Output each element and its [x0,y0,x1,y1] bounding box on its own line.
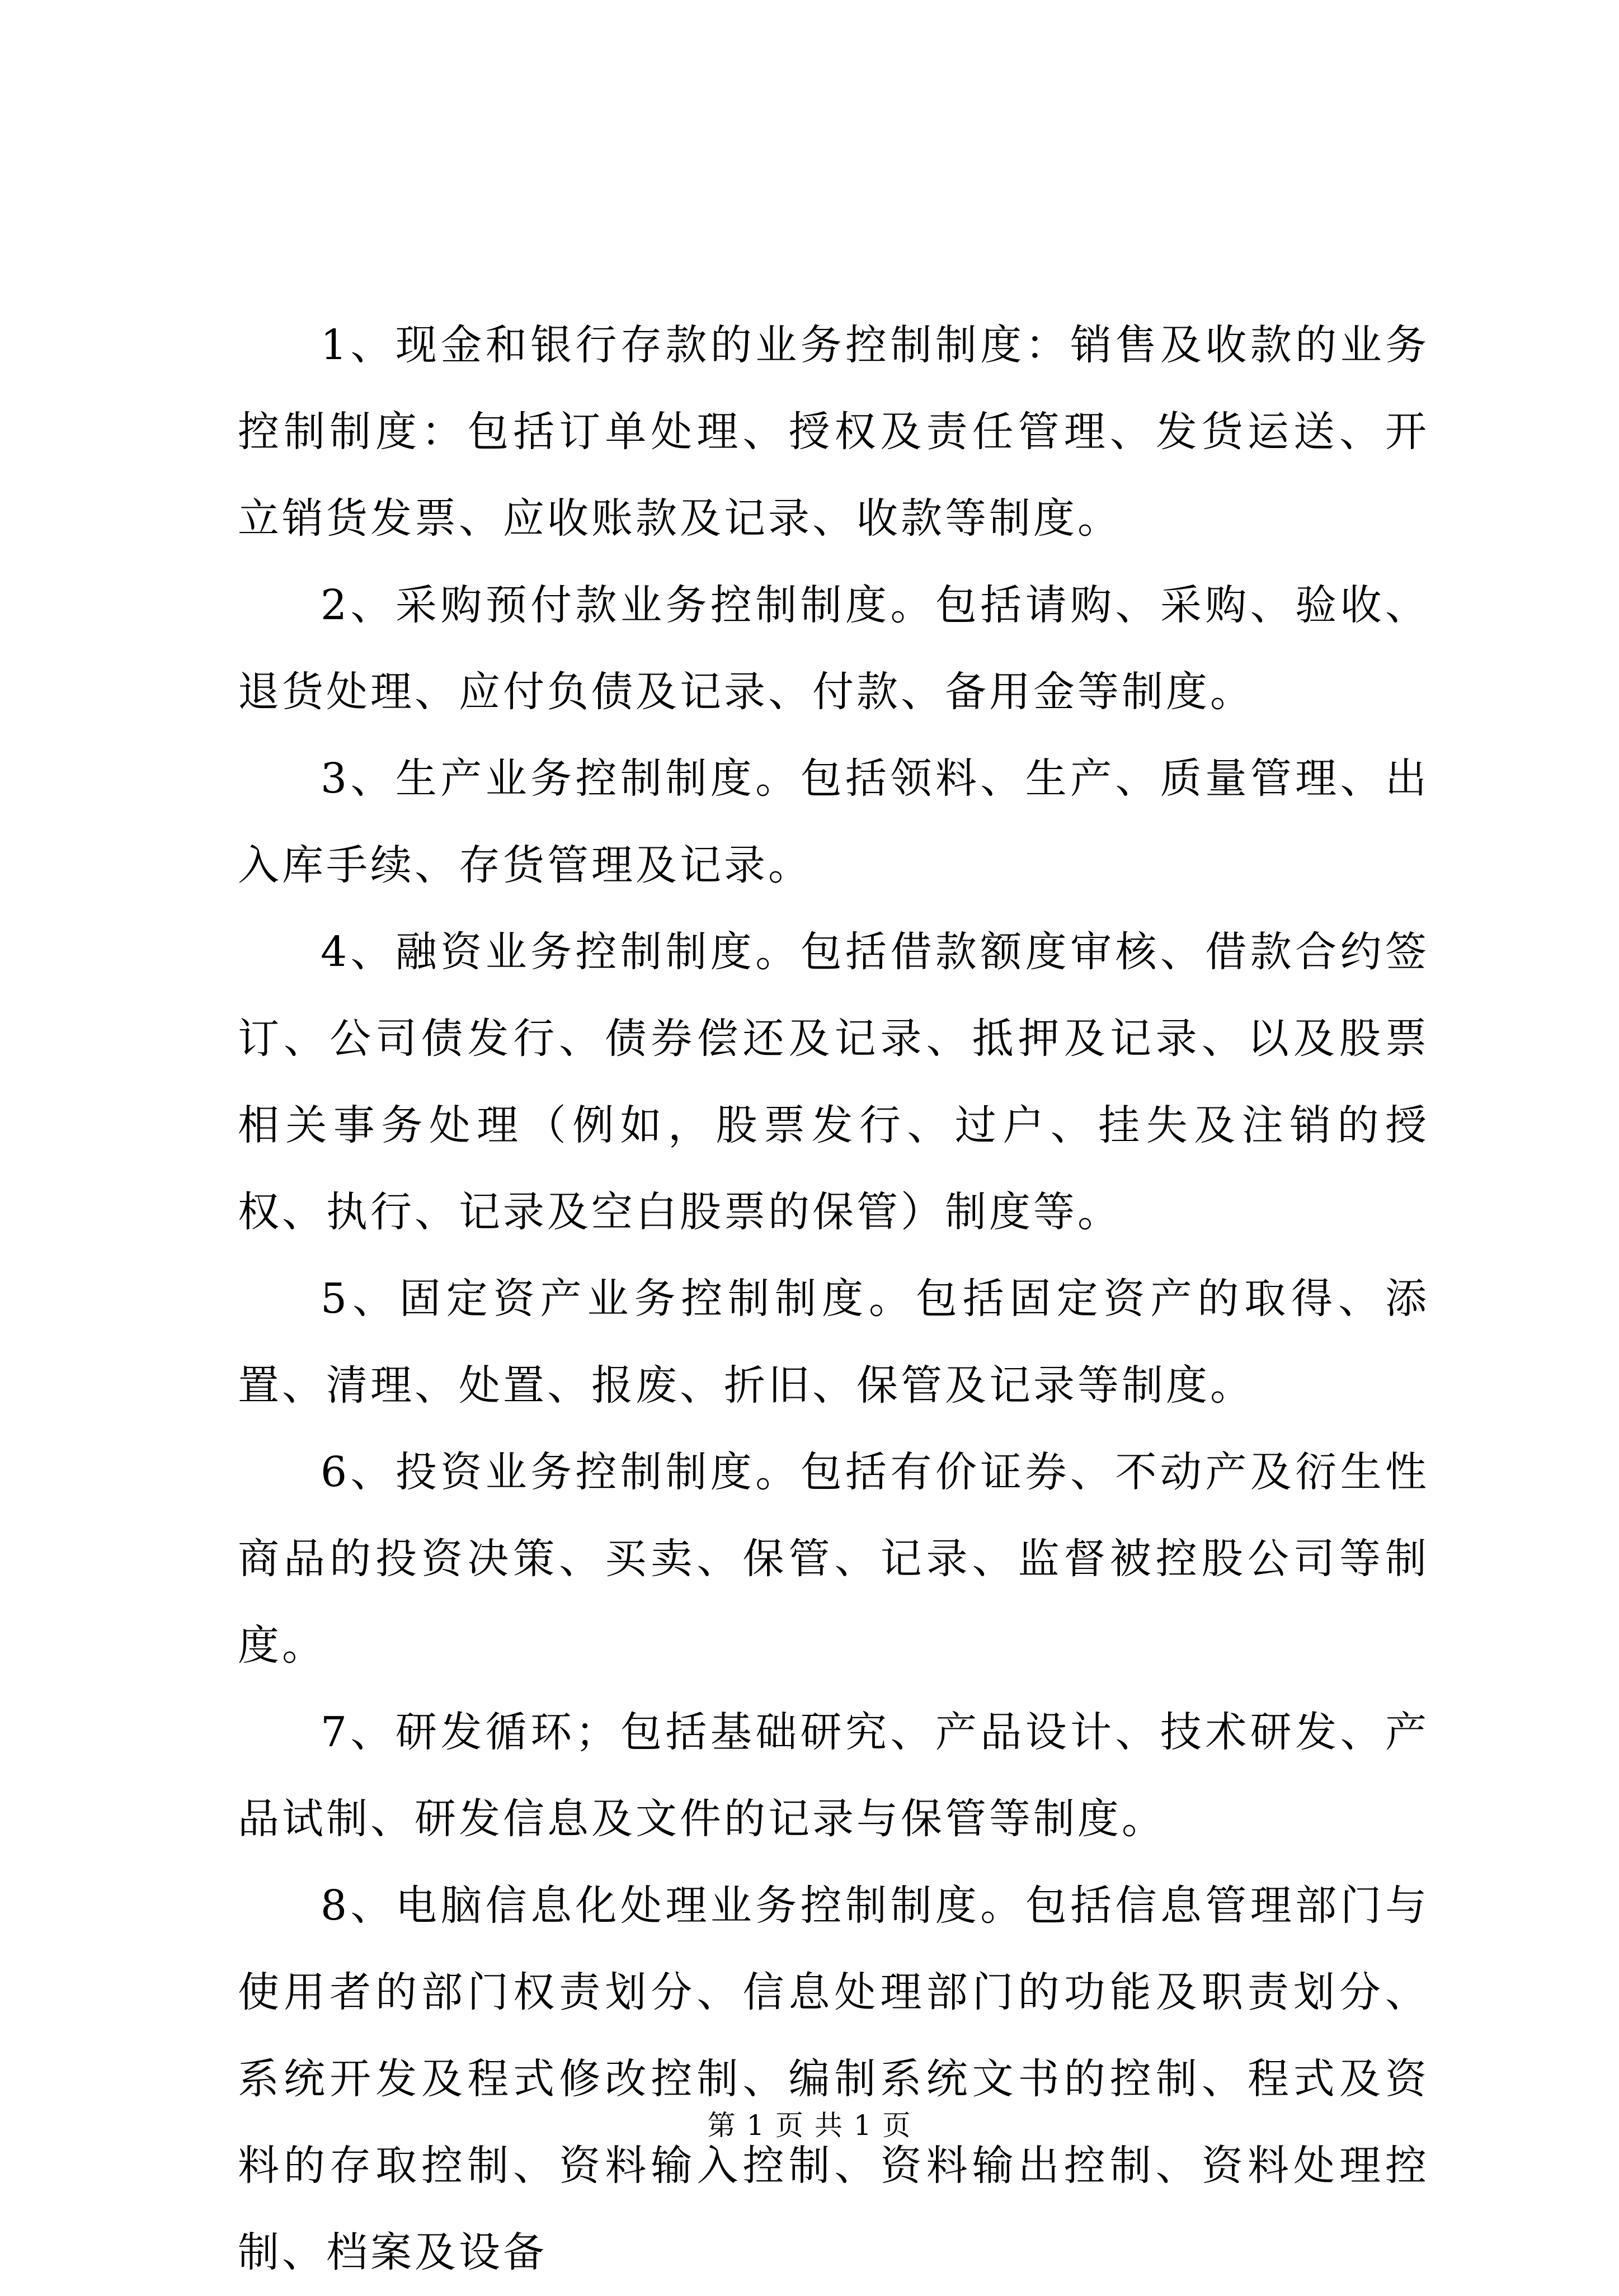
paragraph-5: 5、固定资产业务控制制度。包括固定资产的取得、添置、清理、处置、报废、折旧、保管及记录等制度。 [238,1275,1429,1409]
paragraph-1: 1、现金和银行存款的业务控制制度：销售及收款的业务控制制度：包括订单处理、授权及责任管理、发货运送、开立销货发票、应收账款及记录、收款等制度。 [238,321,1429,543]
paragraph-4: 4、融资业务控制制度。包括借款额度审核、借款合约签订、公司债发行、债券偿还及记录、抵押及记录、以及股票相关事务处理（例如，股票发行、过户、挂失及注销的授权、执行、记录及空白股票的保管）制度等。 [238,928,1429,1236]
page-footer: 第 1 页 共 1 页 [707,2109,912,2142]
paragraph-2: 2、采购预付款业务控制制度。包括请购、采购、验收、退货处理、应付负债及记录、付款、备用金等制度。 [238,581,1429,716]
paragraph-6: 6、投资业务控制制度。包括有价证券、不动产及衍生性商品的投资决策、买卖、保管、记录、监督被控股公司等制度。 [238,1448,1429,1670]
paragraph-7: 7、研发循环；包括基础研究、产品设计、技术研发、产品试制、研发信息及文件的记录与保管等制度。 [238,1708,1429,1843]
paragraph-3: 3、生产业务控制制度。包括领料、生产、质量管理、出入库手续、存货管理及记录。 [238,755,1429,889]
paragraph-8: 8、电脑信息化处理业务控制制度。包括信息管理部门与使用者的部门权责划分、信息处理部门的功能及职责划分、系统开发及程式修改控制、编制系统文书的控制、程式及资料的存取控制、资料输入控制、资料输出控制、资料处理控制、档案及设备 [238,1882,1429,2276]
document-body [238,302,1429,2296]
